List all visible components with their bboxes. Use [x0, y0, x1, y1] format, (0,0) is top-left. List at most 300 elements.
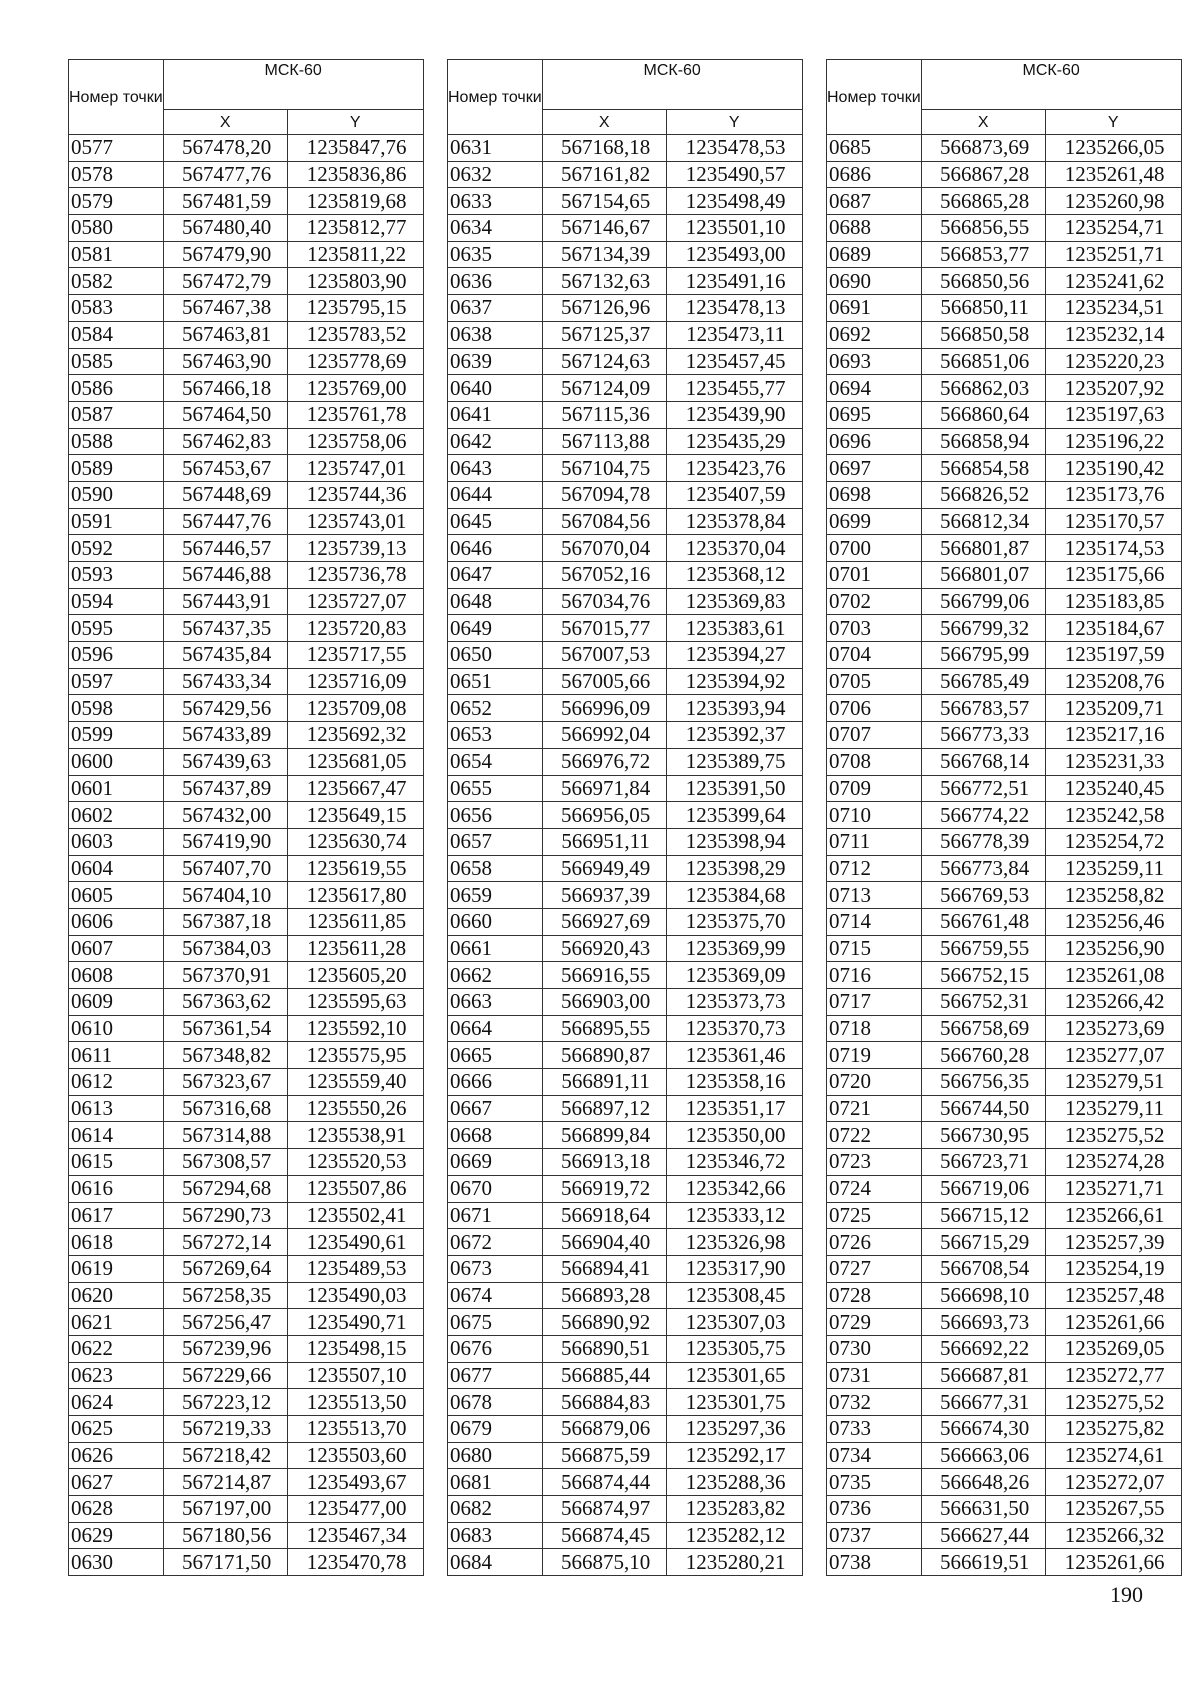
point-number-cell: 0647: [448, 562, 543, 589]
point-number-cell: 0699: [827, 508, 922, 535]
table-row: [69, 908, 424, 935]
table-row: [827, 455, 1182, 482]
y-coordinate-cell: 1235455,77: [666, 375, 802, 402]
point-number-cell: 0649: [448, 615, 543, 642]
x-coordinate-cell: 567384,03: [163, 935, 287, 962]
table-row: [448, 1149, 803, 1176]
table-row: [448, 588, 803, 615]
y-coordinate-cell: 1235184,67: [1045, 615, 1181, 642]
x-coordinate-cell: 567239,96: [163, 1335, 287, 1362]
table-row: [448, 1095, 803, 1122]
point-number-cell: 0662: [448, 962, 543, 989]
y-coordinate-cell: 1235196,22: [1045, 428, 1181, 455]
y-coordinate-cell: 1235812,77: [287, 215, 423, 242]
point-number-cell: 0594: [69, 588, 164, 615]
table-row: [69, 1549, 424, 1576]
x-coordinate-cell: 566897,12: [542, 1095, 666, 1122]
y-coordinate-cell: 1235254,72: [1045, 828, 1181, 855]
table-row: [69, 989, 424, 1016]
y-coordinate-cell: 1235272,77: [1045, 1362, 1181, 1389]
point-number-cell: 0597: [69, 668, 164, 695]
point-number-cell: 0676: [448, 1335, 543, 1362]
x-coordinate-cell: 567125,37: [542, 321, 666, 348]
table-row: [69, 962, 424, 989]
point-number-cell: 0661: [448, 935, 543, 962]
table-row: [448, 642, 803, 669]
table-row: [827, 268, 1182, 295]
table-row: [448, 535, 803, 562]
x-coordinate-cell: 567154,65: [542, 188, 666, 215]
table-row: [69, 348, 424, 375]
table-row: [827, 935, 1182, 962]
table-row: [448, 508, 803, 535]
x-coordinate-cell: 567005,66: [542, 668, 666, 695]
point-number-cell: 0650: [448, 642, 543, 669]
table-row: [827, 241, 1182, 268]
x-coordinate-cell: 567477,76: [163, 161, 287, 188]
y-coordinate-cell: 1235520,53: [287, 1149, 423, 1176]
x-coordinate-cell: 567466,18: [163, 375, 287, 402]
y-header: Y: [666, 110, 802, 135]
table-row: [827, 428, 1182, 455]
y-coordinate-cell: 1235183,85: [1045, 588, 1181, 615]
y-coordinate-cell: 1235175,66: [1045, 562, 1181, 589]
y-coordinate-cell: 1235490,03: [287, 1282, 423, 1309]
point-number-cell: 0611: [69, 1042, 164, 1069]
point-number-cell: 0674: [448, 1282, 543, 1309]
x-coordinate-cell: 567478,20: [163, 135, 287, 162]
table-row: [448, 615, 803, 642]
table-row: [827, 562, 1182, 589]
y-coordinate-cell: 1235489,53: [287, 1255, 423, 1282]
point-number-cell: 0716: [827, 962, 922, 989]
y-coordinate-cell: 1235605,20: [287, 962, 423, 989]
x-coordinate-cell: 566715,29: [921, 1229, 1045, 1256]
x-coordinate-cell: 566850,11: [921, 295, 1045, 322]
y-coordinate-cell: 1235305,75: [666, 1335, 802, 1362]
x-coordinate-cell: 566851,06: [921, 348, 1045, 375]
x-coordinate-cell: 566858,94: [921, 428, 1045, 455]
table-row: [827, 1255, 1182, 1282]
x-coordinate-cell: 566760,28: [921, 1042, 1045, 1069]
x-coordinate-cell: 566956,05: [542, 802, 666, 829]
x-coordinate-cell: 566903,00: [542, 989, 666, 1016]
y-coordinate-cell: 1235283,82: [666, 1496, 802, 1523]
table-row: [448, 268, 803, 295]
point-number-cell: 0645: [448, 508, 543, 535]
y-coordinate-cell: 1235288,36: [666, 1469, 802, 1496]
x-coordinate-cell: 566687,81: [921, 1362, 1045, 1389]
x-coordinate-cell: 567419,90: [163, 828, 287, 855]
point-number-cell: 0666: [448, 1069, 543, 1096]
point-number-cell: 0585: [69, 348, 164, 375]
x-coordinate-cell: 567463,90: [163, 348, 287, 375]
x-coordinate-cell: 567432,00: [163, 802, 287, 829]
point-number-cell: 0700: [827, 535, 922, 562]
point-number-cell: 0644: [448, 481, 543, 508]
point-number-cell: 0610: [69, 1015, 164, 1042]
x-coordinate-cell: 566627,44: [921, 1522, 1045, 1549]
x-coordinate-cell: 567115,36: [542, 401, 666, 428]
table-row: [827, 1015, 1182, 1042]
point-number-cell: 0660: [448, 908, 543, 935]
x-coordinate-cell: 566895,55: [542, 1015, 666, 1042]
x-coordinate-cell: 567223,12: [163, 1389, 287, 1416]
point-number-cell: 0643: [448, 455, 543, 482]
point-number-cell: 0589: [69, 455, 164, 482]
point-number-cell: 0621: [69, 1309, 164, 1336]
y-coordinate-cell: 1235197,59: [1045, 642, 1181, 669]
x-coordinate-cell: 566768,14: [921, 748, 1045, 775]
y-coordinate-cell: 1235259,11: [1045, 855, 1181, 882]
table-row: [69, 882, 424, 909]
y-coordinate-cell: 1235761,78: [287, 401, 423, 428]
point-number-cell: 0675: [448, 1309, 543, 1336]
y-coordinate-cell: 1235503,60: [287, 1442, 423, 1469]
table-row: [448, 562, 803, 589]
y-coordinate-cell: 1235370,04: [666, 535, 802, 562]
table-row: [69, 428, 424, 455]
point-number-cell: 0665: [448, 1042, 543, 1069]
point-number-cell: 0580: [69, 215, 164, 242]
x-coordinate-cell: 566860,64: [921, 401, 1045, 428]
y-coordinate-cell: 1235173,76: [1045, 481, 1181, 508]
x-coordinate-cell: 566850,58: [921, 321, 1045, 348]
x-coordinate-cell: 567370,91: [163, 962, 287, 989]
coordinates-table-2: [447, 59, 803, 1576]
x-coordinate-cell: 566715,12: [921, 1202, 1045, 1229]
point-number-cell: 0693: [827, 348, 922, 375]
table-row: [448, 428, 803, 455]
point-number-cell: 0720: [827, 1069, 922, 1096]
x-coordinate-cell: 566774,22: [921, 802, 1045, 829]
table-row: [448, 1389, 803, 1416]
x-coordinate-cell: 567171,50: [163, 1549, 287, 1576]
x-coordinate-cell: 567361,54: [163, 1015, 287, 1042]
point-number-cell: 0727: [827, 1255, 922, 1282]
point-number-cell: 0684: [448, 1549, 543, 1576]
x-coordinate-cell: 566937,39: [542, 882, 666, 909]
y-coordinate-cell: 1235739,13: [287, 535, 423, 562]
y-coordinate-cell: 1235758,06: [287, 428, 423, 455]
table-row: [69, 1255, 424, 1282]
y-coordinate-cell: 1235550,26: [287, 1095, 423, 1122]
table-row: [448, 135, 803, 162]
table-row: [448, 1469, 803, 1496]
point-number-cell: 0722: [827, 1122, 922, 1149]
table-row: [69, 1309, 424, 1336]
y-coordinate-cell: 1235490,57: [666, 161, 802, 188]
y-coordinate-cell: 1235490,61: [287, 1229, 423, 1256]
x-coordinate-cell: 567435,84: [163, 642, 287, 669]
x-coordinate-cell: 566875,59: [542, 1442, 666, 1469]
y-coordinate-cell: 1235326,98: [666, 1229, 802, 1256]
y-coordinate-cell: 1235407,59: [666, 481, 802, 508]
table-row: [448, 882, 803, 909]
table-row: [69, 1522, 424, 1549]
point-number-cell: 0689: [827, 241, 922, 268]
table-row: [827, 1095, 1182, 1122]
x-coordinate-cell: 567407,70: [163, 855, 287, 882]
y-coordinate-cell: 1235261,66: [1045, 1549, 1181, 1576]
x-coordinate-cell: 566826,52: [921, 481, 1045, 508]
table-row: [827, 908, 1182, 935]
y-coordinate-cell: 1235333,12: [666, 1202, 802, 1229]
point-number-cell: 0579: [69, 188, 164, 215]
x-coordinate-cell: 566756,35: [921, 1069, 1045, 1096]
x-coordinate-cell: 566677,31: [921, 1389, 1045, 1416]
table-row: [448, 1015, 803, 1042]
y-coordinate-cell: 1235783,52: [287, 321, 423, 348]
table-row: [448, 348, 803, 375]
point-number-cell: 0607: [69, 935, 164, 962]
point-number-cell: 0686: [827, 161, 922, 188]
point-number-cell: 0602: [69, 802, 164, 829]
point-number-cell: 0677: [448, 1362, 543, 1389]
table-row: [448, 935, 803, 962]
table-row: [69, 1362, 424, 1389]
point-number-cell: 0600: [69, 748, 164, 775]
x-coordinate-cell: 566916,55: [542, 962, 666, 989]
table-body: [69, 135, 424, 1576]
point-number-cell: 0617: [69, 1202, 164, 1229]
point-number-cell: 0608: [69, 962, 164, 989]
table-row: [827, 1149, 1182, 1176]
x-coordinate-cell: 567433,89: [163, 722, 287, 749]
x-coordinate-cell: 567124,63: [542, 348, 666, 375]
point-number-cell: 0671: [448, 1202, 543, 1229]
x-coordinate-cell: 566801,07: [921, 562, 1045, 589]
point-number-cell: 0737: [827, 1522, 922, 1549]
point-number-cell: 0586: [69, 375, 164, 402]
point-number-cell: 0626: [69, 1442, 164, 1469]
point-number-cell: 0604: [69, 855, 164, 882]
x-coordinate-cell: 566783,57: [921, 695, 1045, 722]
table-row: [69, 1229, 424, 1256]
point-number-header: Номер точки: [69, 60, 164, 135]
point-number-cell: 0713: [827, 882, 922, 909]
x-coordinate-cell: 567323,67: [163, 1069, 287, 1096]
y-coordinate-cell: 1235744,36: [287, 481, 423, 508]
table-row: [448, 1309, 803, 1336]
y-coordinate-cell: 1235398,94: [666, 828, 802, 855]
table-row: [827, 295, 1182, 322]
point-number-cell: 0679: [448, 1416, 543, 1443]
table-row: [827, 215, 1182, 242]
point-number-cell: 0595: [69, 615, 164, 642]
table-row: [448, 481, 803, 508]
point-number-cell: 0721: [827, 1095, 922, 1122]
table-row: [448, 1496, 803, 1523]
table-row: [448, 1522, 803, 1549]
y-coordinate-cell: 1235667,47: [287, 775, 423, 802]
table-row: [69, 802, 424, 829]
table-row: [69, 668, 424, 695]
y-coordinate-cell: 1235819,68: [287, 188, 423, 215]
x-coordinate-cell: 566769,53: [921, 882, 1045, 909]
point-number-cell: 0599: [69, 722, 164, 749]
table-row: [69, 615, 424, 642]
y-coordinate-cell: 1235351,17: [666, 1095, 802, 1122]
x-coordinate-cell: 566996,09: [542, 695, 666, 722]
point-number-cell: 0627: [69, 1469, 164, 1496]
point-number-cell: 0623: [69, 1362, 164, 1389]
coordinates-table-3: [826, 59, 1182, 1576]
y-coordinate-cell: 1235398,29: [666, 855, 802, 882]
point-number-cell: 0654: [448, 748, 543, 775]
x-coordinate-cell: 567168,18: [542, 135, 666, 162]
y-coordinate-cell: 1235575,95: [287, 1042, 423, 1069]
point-number-cell: 0653: [448, 722, 543, 749]
x-coordinate-cell: 567463,81: [163, 321, 287, 348]
x-coordinate-cell: 566850,56: [921, 268, 1045, 295]
table-row: [827, 722, 1182, 749]
table-row: [827, 775, 1182, 802]
table-row: [69, 1496, 424, 1523]
y-coordinate-cell: 1235297,36: [666, 1416, 802, 1443]
point-number-cell: 0587: [69, 401, 164, 428]
point-number-cell: 0731: [827, 1362, 922, 1389]
table-row: [69, 1416, 424, 1443]
point-number-cell: 0639: [448, 348, 543, 375]
table-row: [448, 401, 803, 428]
table-row: [448, 1229, 803, 1256]
point-number-cell: 0631: [448, 135, 543, 162]
point-number-cell: 0588: [69, 428, 164, 455]
y-coordinate-cell: 1235266,42: [1045, 989, 1181, 1016]
y-coordinate-cell: 1235174,53: [1045, 535, 1181, 562]
point-number-cell: 0637: [448, 295, 543, 322]
table-row: [827, 1469, 1182, 1496]
x-coordinate-cell: 566873,69: [921, 135, 1045, 162]
x-coordinate-cell: 566698,10: [921, 1282, 1045, 1309]
y-coordinate-cell: 1235423,76: [666, 455, 802, 482]
table-row: [827, 1309, 1182, 1336]
table-row: [69, 1442, 424, 1469]
y-coordinate-cell: 1235383,61: [666, 615, 802, 642]
table-row: [448, 375, 803, 402]
y-coordinate-cell: 1235346,72: [666, 1149, 802, 1176]
y-coordinate-cell: 1235301,75: [666, 1389, 802, 1416]
y-coordinate-cell: 1235279,51: [1045, 1069, 1181, 1096]
table-row: [827, 802, 1182, 829]
x-coordinate-cell: 566976,72: [542, 748, 666, 775]
y-coordinate-cell: 1235275,52: [1045, 1389, 1181, 1416]
table-row: [448, 295, 803, 322]
table-row: [69, 215, 424, 242]
point-number-cell: 0729: [827, 1309, 922, 1336]
x-coordinate-cell: 566919,72: [542, 1175, 666, 1202]
x-coordinate-cell: 567094,78: [542, 481, 666, 508]
x-coordinate-cell: 566708,54: [921, 1255, 1045, 1282]
point-number-cell: 0697: [827, 455, 922, 482]
point-number-cell: 0706: [827, 695, 922, 722]
table-row: [448, 161, 803, 188]
x-coordinate-cell: 566890,51: [542, 1335, 666, 1362]
table-row: [827, 882, 1182, 909]
x-coordinate-cell: 566992,04: [542, 722, 666, 749]
table-row: [69, 1015, 424, 1042]
point-number-cell: 0690: [827, 268, 922, 295]
table-row: [827, 375, 1182, 402]
table-row: [69, 241, 424, 268]
point-number-cell: 0601: [69, 775, 164, 802]
point-number-cell: 0652: [448, 695, 543, 722]
point-number-cell: 0692: [827, 321, 922, 348]
y-coordinate-cell: 1235630,74: [287, 828, 423, 855]
x-coordinate-cell: 566913,18: [542, 1149, 666, 1176]
table-row: [827, 348, 1182, 375]
table-row: [827, 1202, 1182, 1229]
table-row: [448, 455, 803, 482]
point-number-cell: 0630: [69, 1549, 164, 1576]
table-row: [827, 1042, 1182, 1069]
point-number-cell: 0732: [827, 1389, 922, 1416]
point-number-cell: 0667: [448, 1095, 543, 1122]
y-coordinate-cell: 1235217,16: [1045, 722, 1181, 749]
x-coordinate-cell: 566773,33: [921, 722, 1045, 749]
point-number-cell: 0584: [69, 321, 164, 348]
point-number-cell: 0672: [448, 1229, 543, 1256]
point-number-cell: 0636: [448, 268, 543, 295]
y-coordinate-cell: 1235501,10: [666, 215, 802, 242]
table-row: [827, 1335, 1182, 1362]
y-coordinate-cell: 1235611,28: [287, 935, 423, 962]
x-coordinate-cell: 567113,88: [542, 428, 666, 455]
y-coordinate-cell: 1235261,08: [1045, 962, 1181, 989]
y-coordinate-cell: 1235258,82: [1045, 882, 1181, 909]
x-coordinate-cell: 567308,57: [163, 1149, 287, 1176]
point-number-cell: 0707: [827, 722, 922, 749]
y-coordinate-cell: 1235232,14: [1045, 321, 1181, 348]
y-coordinate-cell: 1235240,45: [1045, 775, 1181, 802]
x-coordinate-cell: 567007,53: [542, 642, 666, 669]
point-number-cell: 0669: [448, 1149, 543, 1176]
table-row: [448, 321, 803, 348]
y-coordinate-cell: 1235507,10: [287, 1362, 423, 1389]
x-coordinate-cell: 567479,90: [163, 241, 287, 268]
y-coordinate-cell: 1235279,11: [1045, 1095, 1181, 1122]
point-number-cell: 0705: [827, 668, 922, 695]
table-body: [827, 135, 1182, 1576]
y-coordinate-cell: 1235393,94: [666, 695, 802, 722]
x-coordinate-cell: 567472,79: [163, 268, 287, 295]
y-coordinate-cell: 1235769,00: [287, 375, 423, 402]
x-coordinate-cell: 567433,34: [163, 668, 287, 695]
x-coordinate-cell: 566758,69: [921, 1015, 1045, 1042]
x-coordinate-cell: 567443,91: [163, 588, 287, 615]
table-row: [69, 1335, 424, 1362]
point-number-cell: 0687: [827, 188, 922, 215]
table-row: [448, 1362, 803, 1389]
table-row: [827, 1362, 1182, 1389]
table-row: [448, 802, 803, 829]
coordinates-table-1: [68, 59, 424, 1576]
point-number-cell: 0638: [448, 321, 543, 348]
x-coordinate-cell: 567256,47: [163, 1309, 287, 1336]
x-coordinate-cell: 567124,09: [542, 375, 666, 402]
y-coordinate-cell: 1235257,39: [1045, 1229, 1181, 1256]
y-coordinate-cell: 1235209,71: [1045, 695, 1181, 722]
y-coordinate-cell: 1235477,00: [287, 1496, 423, 1523]
y-coordinate-cell: 1235251,71: [1045, 241, 1181, 268]
point-number-cell: 0612: [69, 1069, 164, 1096]
point-number-cell: 0668: [448, 1122, 543, 1149]
y-coordinate-cell: 1235399,64: [666, 802, 802, 829]
y-coordinate-cell: 1235720,83: [287, 615, 423, 642]
table-row: [448, 748, 803, 775]
table-row: [827, 1175, 1182, 1202]
